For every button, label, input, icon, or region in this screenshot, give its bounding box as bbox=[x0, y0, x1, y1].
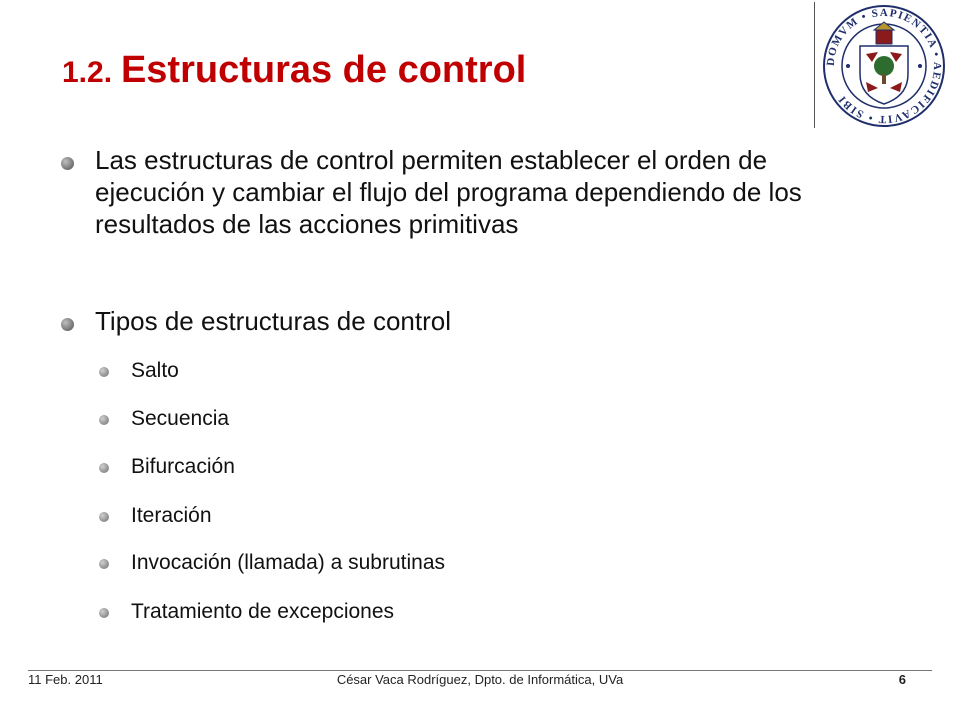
title-text: Estructuras de control bbox=[120, 49, 527, 91]
bullet-text: Tipos de estructuras de control bbox=[95, 306, 451, 336]
bullet-icon bbox=[61, 157, 74, 170]
sub-bullet-icon bbox=[99, 415, 109, 425]
footer-date: 11 Feb. 2011 bbox=[28, 672, 103, 687]
sub-bullet-icon bbox=[99, 463, 109, 473]
slide-title bbox=[62, 48, 526, 94]
university-seal-icon bbox=[822, 4, 946, 128]
sub-bullet-text: Invocación (llamada) a subrutinas bbox=[131, 551, 445, 574]
footer-divider bbox=[28, 670, 932, 671]
sub-bullet-icon bbox=[99, 367, 109, 377]
sub-bullet-text: Salto bbox=[131, 359, 179, 382]
title-number: 1.2. bbox=[62, 56, 113, 89]
seal-ring-text: DOMVM • SAPIENTIA • AEDIFICAVIT • SIBI bbox=[824, 6, 944, 126]
footer-author: César Vaca Rodríguez, Dpto. de Informática, UVa bbox=[336, 672, 624, 687]
page-number: 6 bbox=[898, 672, 906, 687]
sub-bullet-icon bbox=[99, 559, 109, 569]
bullet-icon bbox=[61, 318, 74, 331]
sub-bullet-text: Bifurcación bbox=[131, 455, 235, 478]
sub-bullet-item bbox=[131, 454, 235, 479]
sub-bullet-item bbox=[131, 550, 445, 575]
sub-bullet-item bbox=[131, 503, 212, 528]
sub-bullet-item bbox=[131, 406, 229, 431]
header-divider bbox=[814, 2, 815, 128]
sub-bullet-item bbox=[131, 358, 179, 383]
sub-bullet-text: Iteración bbox=[131, 504, 212, 527]
bullet-text: Las estructuras de control permiten establecer el orden de ejecución y cambiar el flujo del programa dependiendo de los resultados de las acciones primitivas bbox=[95, 145, 802, 239]
sub-bullet-icon bbox=[99, 608, 109, 618]
sub-bullet-icon bbox=[99, 512, 109, 522]
sub-bullet-text: Secuencia bbox=[131, 407, 230, 430]
bullet-item bbox=[95, 306, 810, 338]
sub-bullet-item bbox=[131, 599, 394, 624]
bullet-item bbox=[95, 145, 810, 241]
sub-bullet-text: Tratamiento de excepciones bbox=[131, 600, 395, 623]
